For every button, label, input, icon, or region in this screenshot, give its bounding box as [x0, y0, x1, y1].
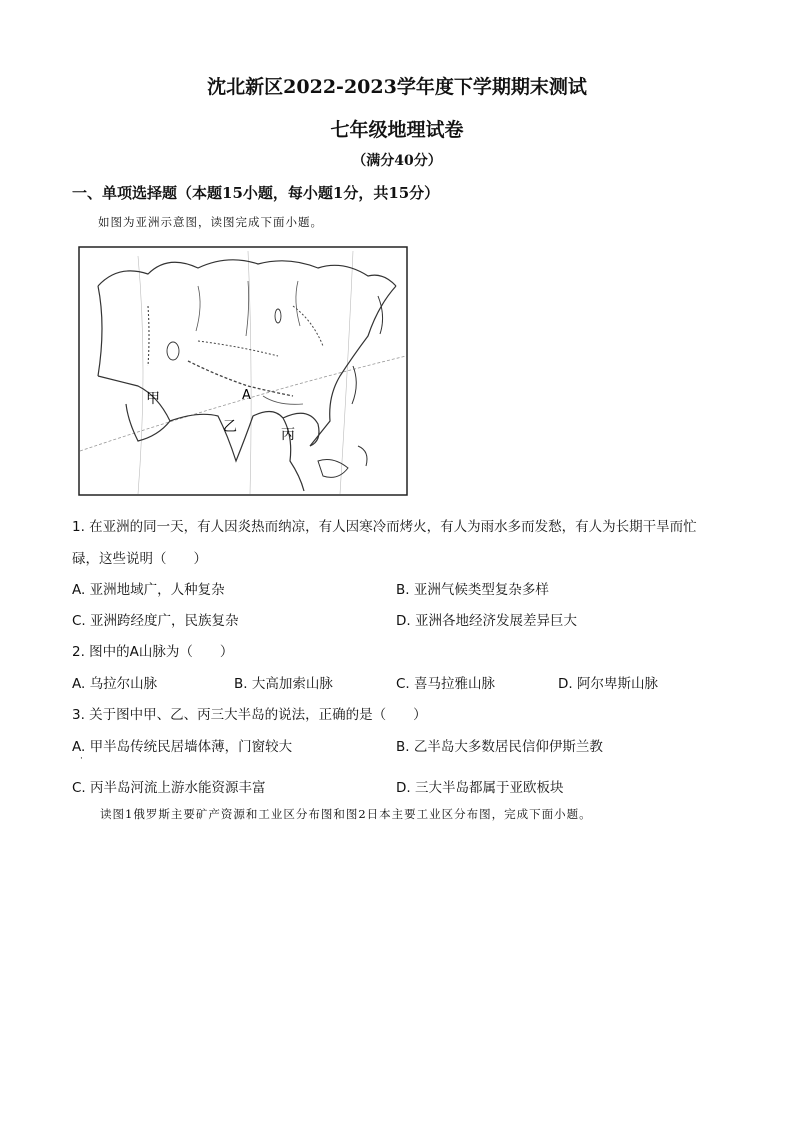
- question-1-line1: 1. 在亚洲的同一天，有人因炎热而纳凉，有人因寒冷而烤火，有人为雨水多而发愁，有人为长期干旱而忙: [72, 519, 697, 535]
- q2-option-c: C. 喜马拉雅山脉: [396, 676, 496, 692]
- q3-option-d: D. 三大半岛都属于亚欧板块: [396, 780, 564, 796]
- label-a: A: [242, 388, 251, 403]
- asia-map-figure: [78, 246, 408, 496]
- q3-option-a: A. 甲半岛传统民居墙体薄，门窗较大: [72, 739, 293, 755]
- read-instruction: 读图1俄罗斯主要矿产资源和工业区分布图和图2日本主要工业区分布图，完成下面小题。: [100, 807, 592, 821]
- exam-title: 沈北新区2022-2023学年度下学期期末测试: [207, 76, 587, 98]
- question-2: 2. 图中的A山脉为（ ）: [72, 644, 234, 660]
- q1-option-b: B. 亚洲气候类型复杂多样: [396, 582, 549, 598]
- q1-option-d: D. 亚洲各地经济发展差异巨大: [396, 613, 577, 629]
- question-1-line2: 碌，这些说明（ ）: [72, 551, 207, 567]
- question-3: 3. 关于图中甲、乙、丙三大半岛的说法，正确的是（ ）: [72, 707, 427, 723]
- q2-option-a: A. 乌拉尔山脉: [72, 676, 158, 692]
- label-yi: 乙: [223, 419, 237, 435]
- q3-option-c: C. 丙半岛河流上游水能资源丰富: [72, 780, 266, 796]
- q1-option-a: A. 亚洲地域广，人种复杂: [72, 582, 225, 598]
- q2-option-d: D. 阿尔卑斯山脉: [558, 676, 658, 692]
- stray-mark: ·: [80, 754, 83, 764]
- section-heading: 一、单项选择题（本题15小题，每小题1分，共15分）: [72, 184, 440, 202]
- label-bing: 丙: [281, 427, 295, 443]
- label-jia: 甲: [146, 391, 160, 407]
- q2-option-b: B. 大高加索山脉: [234, 676, 333, 692]
- map-intro: 如图为亚洲示意图，读图完成下面小题。: [98, 215, 323, 229]
- exam-subtitle: 七年级地理试卷: [330, 119, 464, 141]
- q1-option-c: C. 亚洲跨经度广，民族复杂: [72, 613, 239, 629]
- q3-option-b: B. 乙半岛大多数居民信仰伊斯兰教: [396, 739, 603, 755]
- asia-map: [78, 246, 408, 496]
- full-score: （满分40分）: [352, 153, 442, 169]
